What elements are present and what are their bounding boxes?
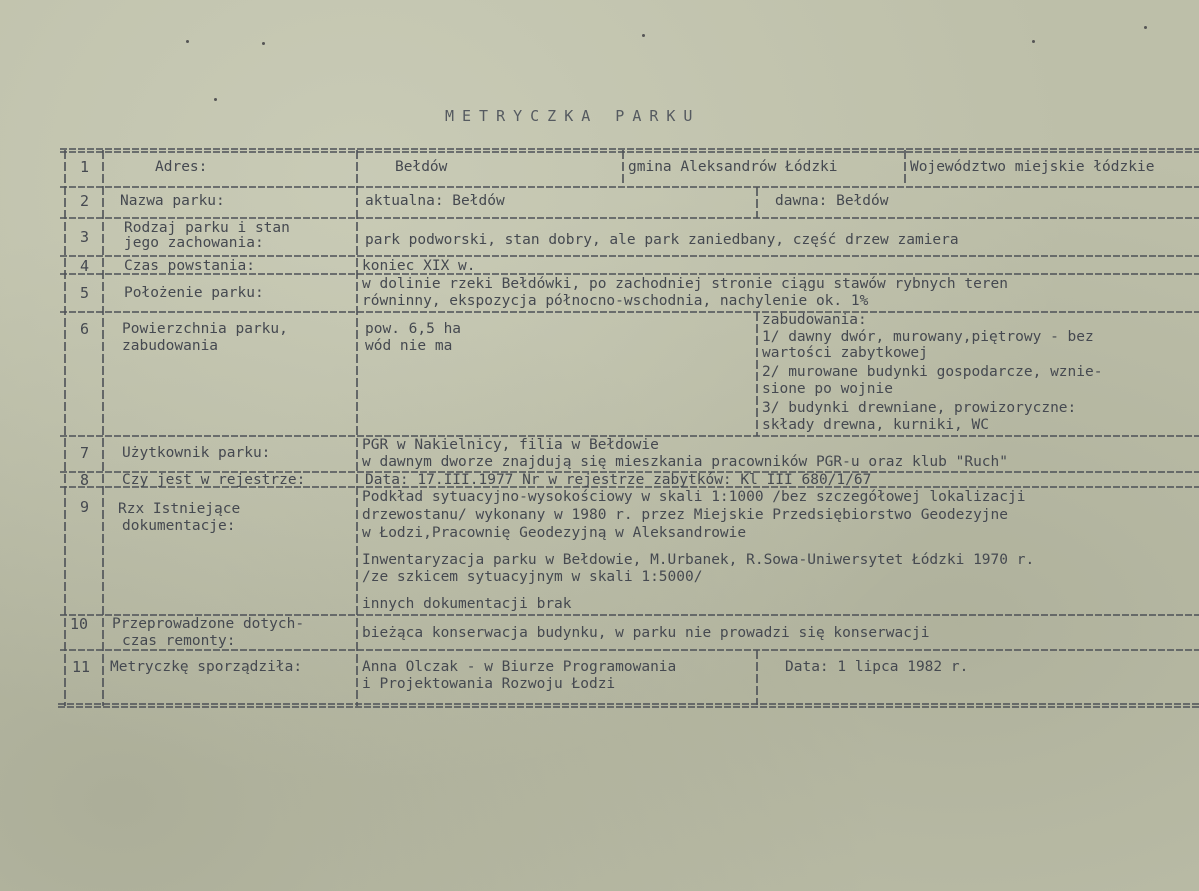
row-6-area-line-2: wód nie ma <box>365 338 453 354</box>
row-6-label-line-1: Powierzchnia parku, <box>122 321 288 337</box>
row-8-label: Czy jest w rejestrze: <box>122 472 306 488</box>
row-9-value-line-3: w Łodzi,Pracownię Geodezyjną w Aleksandrowie <box>362 525 747 541</box>
row-9-label-line-2: dokumentacje: <box>122 518 236 534</box>
row-2-former-name: dawna: Bełdów <box>775 193 889 209</box>
row-10-label-line-2: czas remonty: <box>122 633 236 649</box>
row-1-village: Bełdów <box>395 159 448 175</box>
row-4-value: koniec XIX w. <box>362 258 476 274</box>
row-5-value-line-1: w dolinie rzeki Bełdówki, po zachodniej stronie ciągu stawów rybnych teren <box>362 276 1009 292</box>
row-5-value-line-2: równinny, ekspozycja północno-wschodnia, nachylenie ok. 1% <box>362 293 869 309</box>
row-9-value-line-6: innych dokumentacji brak <box>362 596 572 612</box>
row-7-label: Użytkownik parku: <box>122 445 271 461</box>
row-1-commune: gmina Aleksandrów Łódzki <box>628 159 838 175</box>
row-1-label: Adres: <box>155 159 208 175</box>
row-6-building-line-2: wartości zabytkowej <box>762 345 928 361</box>
row-7-value-line-1: PGR w Nakielnicy, filia w Bełdowie <box>362 437 659 453</box>
paper-speck <box>1032 40 1035 43</box>
row-6-number: 6 <box>80 320 90 338</box>
row-2-current-name: aktualna: Bełdów <box>365 193 505 209</box>
row-10-number: 10 <box>70 615 89 633</box>
row-2-number: 2 <box>80 192 90 210</box>
row-3-number: 3 <box>80 228 90 246</box>
row-1-voivodeship: Województwo miejskie łódzkie <box>910 159 1155 175</box>
row-6-building-line-4: sione po wojnie <box>762 381 893 397</box>
row-6-label-line-2: zabudowania <box>122 338 219 354</box>
row-5-number: 5 <box>80 284 90 302</box>
row-6-area-line-1: pow. 6,5 ha <box>365 321 462 337</box>
row-8-value: Data: 17.III.1977 Nr w rejestrze zabytków: Kl III 680/1/67 <box>365 472 872 488</box>
row-9-value-line-4: Inwentaryzacja parku w Bełdowie, M.Urbanek, R.Sowa-Uniwersytet Łódzki 1970 r. <box>362 552 1035 568</box>
row-9-label-line-1: Rzx Istniejące <box>118 501 241 517</box>
row-2-label: Nazwa parku: <box>120 193 225 209</box>
paper-speck <box>214 98 217 101</box>
row-6-buildings-header: zabudowania: <box>762 312 867 328</box>
row-3-value: park podworski, stan dobry, ale park zaniedbany, część drzew zamiera <box>365 232 959 248</box>
row-8-number: 8 <box>80 471 90 489</box>
row-6-building-line-5: 3/ budynki drewniane, prowizoryczne: <box>762 400 1077 416</box>
row-3-label-line-2: jego zachowania: <box>124 235 264 251</box>
row-6-building-line-3: 2/ murowane budynki gospodarcze, wznie- <box>762 364 1103 380</box>
row-6-building-line-1: 1/ dawny dwór, murowany,piętrowy - bez <box>762 329 1094 345</box>
row-11-value-line-2: i Projektowania Rozwoju Łodzi <box>362 676 616 692</box>
row-7-number: 7 <box>80 444 90 462</box>
row-11-value-line-1: Anna Olczak - w Biurze Programowania <box>362 659 677 675</box>
row-10-value: bieżąca konserwacja budynku, w parku nie prowadzi się konserwacji <box>362 625 930 641</box>
row-1-number: 1 <box>80 158 90 176</box>
row-4-number: 4 <box>80 257 90 275</box>
row-11-date: Data: 1 lipca 1982 r. <box>785 659 969 675</box>
row-11-number: 11 <box>72 658 91 676</box>
row-9-number: 9 <box>80 498 90 516</box>
paper-speck <box>262 42 265 45</box>
row-3-label-line-1: Rodzaj parku i stan <box>124 220 290 236</box>
row-7-value-line-2: w dawnym dworze znajdują się mieszkania pracowników PGR-u oraz klub "Ruch" <box>362 454 1009 470</box>
row-6-building-line-6: składy drewna, kurniki, WC <box>762 417 989 433</box>
row-9-value-line-2: drzewostanu/ wykonany w 1980 r. przez Miejskie Przedsiębiorstwo Geodezyjne <box>362 507 1009 523</box>
paper-speck <box>1144 26 1147 29</box>
paper-speck <box>186 40 189 43</box>
row-11-label: Metryczkę sporządziła: <box>110 659 303 675</box>
document-title: METRYCZKA PARKU <box>445 107 701 125</box>
row-9-value-line-5: /ze szkicem sytuacyjnym w skali 1:5000/ <box>362 569 703 585</box>
paper-speck <box>642 34 645 37</box>
row-5-label: Położenie parku: <box>124 285 264 301</box>
row-4-label: Czas powstania: <box>124 258 255 274</box>
row-9-value-line-1: Podkład sytuacyjno-wysokościowy w skali 1:1000 /bez szczegółowej lokalizacji <box>362 489 1026 505</box>
row-10-label-line-1: Przeprowadzone dotych- <box>112 616 305 632</box>
